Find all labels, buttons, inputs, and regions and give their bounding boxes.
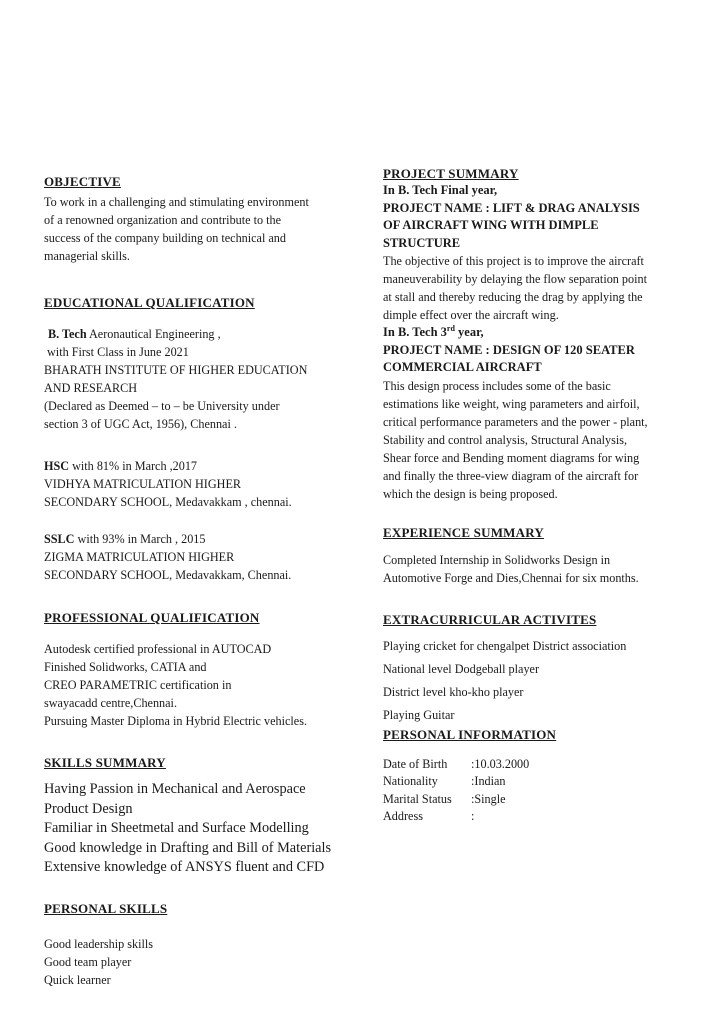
skills-heading: SKILLS SUMMARY xyxy=(44,755,166,770)
skills-line: Having Passion in Mechanical and Aerospace xyxy=(44,781,306,797)
project1-desc-line: maneuverability by delaying the flow separation point xyxy=(383,272,647,286)
project1-title-line: OF AIRCRAFT WING WITH DIMPLE xyxy=(383,218,599,232)
extracurricular-heading: EXTRACURRICULAR ACTIVITES xyxy=(383,611,597,627)
objective-text xyxy=(44,193,344,265)
hsc-school-line: SECONDARY SCHOOL, Medavakkam , chennai. xyxy=(44,495,292,509)
project1-title-line: PROJECT NAME : LIFT & DRAG ANALYSIS xyxy=(383,200,640,215)
project2-desc-line: critical performance parameters and the power - plant, xyxy=(383,414,648,429)
pi-label: Marital Status xyxy=(383,791,452,806)
sslc-line xyxy=(44,530,344,548)
project2-title-line: COMMERCIAL AIRCRAFT xyxy=(383,360,542,374)
project-heading: PROJECT SUMMARY xyxy=(383,166,519,181)
hsc-line xyxy=(44,457,344,475)
extracurricular-item: Playing cricket for chengalpet District association xyxy=(383,638,627,653)
project2-title-line: PROJECT NAME : DESIGN OF 120 SEATER xyxy=(383,342,635,357)
experience-heading: EXPERIENCE SUMMARY xyxy=(383,524,544,540)
pi-value: :Indian xyxy=(471,774,506,788)
sslc-block xyxy=(44,530,344,584)
pi-label: Address xyxy=(383,809,423,823)
left-column xyxy=(44,174,344,989)
pi-label: Date of Birth xyxy=(383,756,448,771)
hsc-label: HSC xyxy=(44,459,70,473)
sslc-detail: with 93% in March , 2015 xyxy=(74,532,206,546)
btech-class: with First Class in June 2021 xyxy=(47,345,189,359)
personal-info-row xyxy=(383,808,703,826)
education-heading: EDUCATIONAL QUALIFICATION xyxy=(44,295,255,310)
third-year-prefix: In B. Tech 3 xyxy=(383,325,447,339)
project-final-year: In B. Tech Final year, xyxy=(383,183,498,197)
project2-desc-line: Stability and control analysis, Structural Analysis, xyxy=(383,432,628,447)
btech-institute-line: section 3 of UGC Act, 1956), Chennai . xyxy=(44,417,237,431)
hsc-block xyxy=(44,457,344,511)
project2-desc-line: estimations like weight, wing parameters and airfoil, xyxy=(383,396,640,411)
experience-text xyxy=(383,551,703,587)
project2-desc-line: which the design is being proposed. xyxy=(383,486,558,501)
professional-line: CREO PARAMETRIC certification in xyxy=(44,678,232,692)
btech-branch: Aeronautical Engineering , xyxy=(86,327,221,341)
project2-desc-line: and finally the three-view diagram of the aircraft for xyxy=(383,468,639,483)
objective-line: of a renowned organization and contribute to the xyxy=(44,213,282,227)
project2-desc-line: Shear force and Bending moment diagrams for wing xyxy=(383,450,640,465)
objective-line: success of the company building on technical and xyxy=(44,231,286,245)
project1-desc-line: dimple effect over the aircraft wing. xyxy=(383,308,559,322)
project-third-year xyxy=(383,324,703,342)
objective-line: managerial skills. xyxy=(44,249,130,263)
btech-degree: B. Tech xyxy=(48,327,87,341)
personal-info-table xyxy=(383,756,703,826)
skills-line: Extensive knowledge of ANSYS fluent and CFD xyxy=(44,859,325,876)
btech-institute-line: BHARATH INSTITUTE OF HIGHER EDUCATION xyxy=(44,363,308,377)
professional-line: Autodesk certified professional in AUTOCAD xyxy=(44,642,272,656)
experience-line: Automotive Forge and Dies,Chennai for six months. xyxy=(383,570,639,585)
extracurricular-item: District level kho-kho player xyxy=(383,684,524,699)
pi-value: :10.03.2000 xyxy=(471,756,530,771)
project1-desc-line: at stall and thereby reducing the drag by applying the xyxy=(383,290,643,304)
professional-line: swayacadd centre,Chennai. xyxy=(44,696,177,710)
personal-skills-heading: PERSONAL SKILLS xyxy=(44,900,168,916)
btech-institute-line: AND RESEARCH xyxy=(44,381,138,395)
hsc-school-line: VIDHYA MATRICULATION HIGHER xyxy=(44,477,242,491)
skills-line: Familiar in Sheetmetal and Surface Modelling xyxy=(44,820,309,837)
professional-line: Pursuing Master Diploma in Hybrid Electric vehicles. xyxy=(44,714,307,728)
personal-info-row xyxy=(383,756,703,774)
sslc-label: SSLC xyxy=(44,532,75,546)
btech-institute-line: (Declared as Deemed – to – be University under xyxy=(44,399,280,413)
personal-skills-text xyxy=(44,935,344,989)
experience-line: Completed Internship in Solidworks Design in xyxy=(383,552,611,567)
personal-skill-line: Good leadership skills xyxy=(44,936,153,951)
extracurricular-list xyxy=(383,635,703,727)
sslc-school-line: ZIGMA MATRICULATION HIGHER xyxy=(44,550,235,564)
professional-text xyxy=(44,640,344,730)
personal-info-row xyxy=(383,773,703,791)
btech-line xyxy=(44,325,344,343)
objective-heading: OBJECTIVE xyxy=(44,174,121,189)
personal-info-row xyxy=(383,791,703,809)
project1-desc-line: The objective of this project is to improve the aircraft xyxy=(383,254,644,268)
skills-line: Good knowledge in Drafting and Bill of Materials xyxy=(44,839,332,856)
right-column xyxy=(383,166,703,826)
personal-skill-line: Quick learner xyxy=(44,972,111,987)
hsc-detail: with 81% in March ,2017 xyxy=(69,459,198,473)
third-year-sup: rd xyxy=(446,323,455,333)
extracurricular-item: Playing Guitar xyxy=(383,707,455,722)
personal-info-heading: PERSONAL INFORMATION xyxy=(383,726,557,742)
pi-value: : xyxy=(471,809,475,823)
sslc-school-line: SECONDARY SCHOOL, Medavakkam, Chennai. xyxy=(44,568,292,582)
project1-title-line: STRUCTURE xyxy=(383,235,461,250)
third-year-suffix: year, xyxy=(454,325,484,339)
skills-line: Product Design xyxy=(44,800,133,817)
pi-value: :Single xyxy=(471,791,506,806)
professional-line: Finished Solidworks, CATIA and xyxy=(44,660,207,674)
extracurricular-item: National level Dodgeball player xyxy=(383,661,540,676)
objective-line: To work in a challenging and stimulating environment xyxy=(44,195,309,209)
pi-label: Nationality xyxy=(383,774,438,788)
btech-block xyxy=(44,325,344,433)
skills-text xyxy=(44,780,344,878)
personal-skill-line: Good team player xyxy=(44,954,132,969)
professional-heading: PROFESSIONAL QUALIFICATION xyxy=(44,610,260,625)
project2-desc-line: This design process includes some of the basic xyxy=(383,378,611,393)
